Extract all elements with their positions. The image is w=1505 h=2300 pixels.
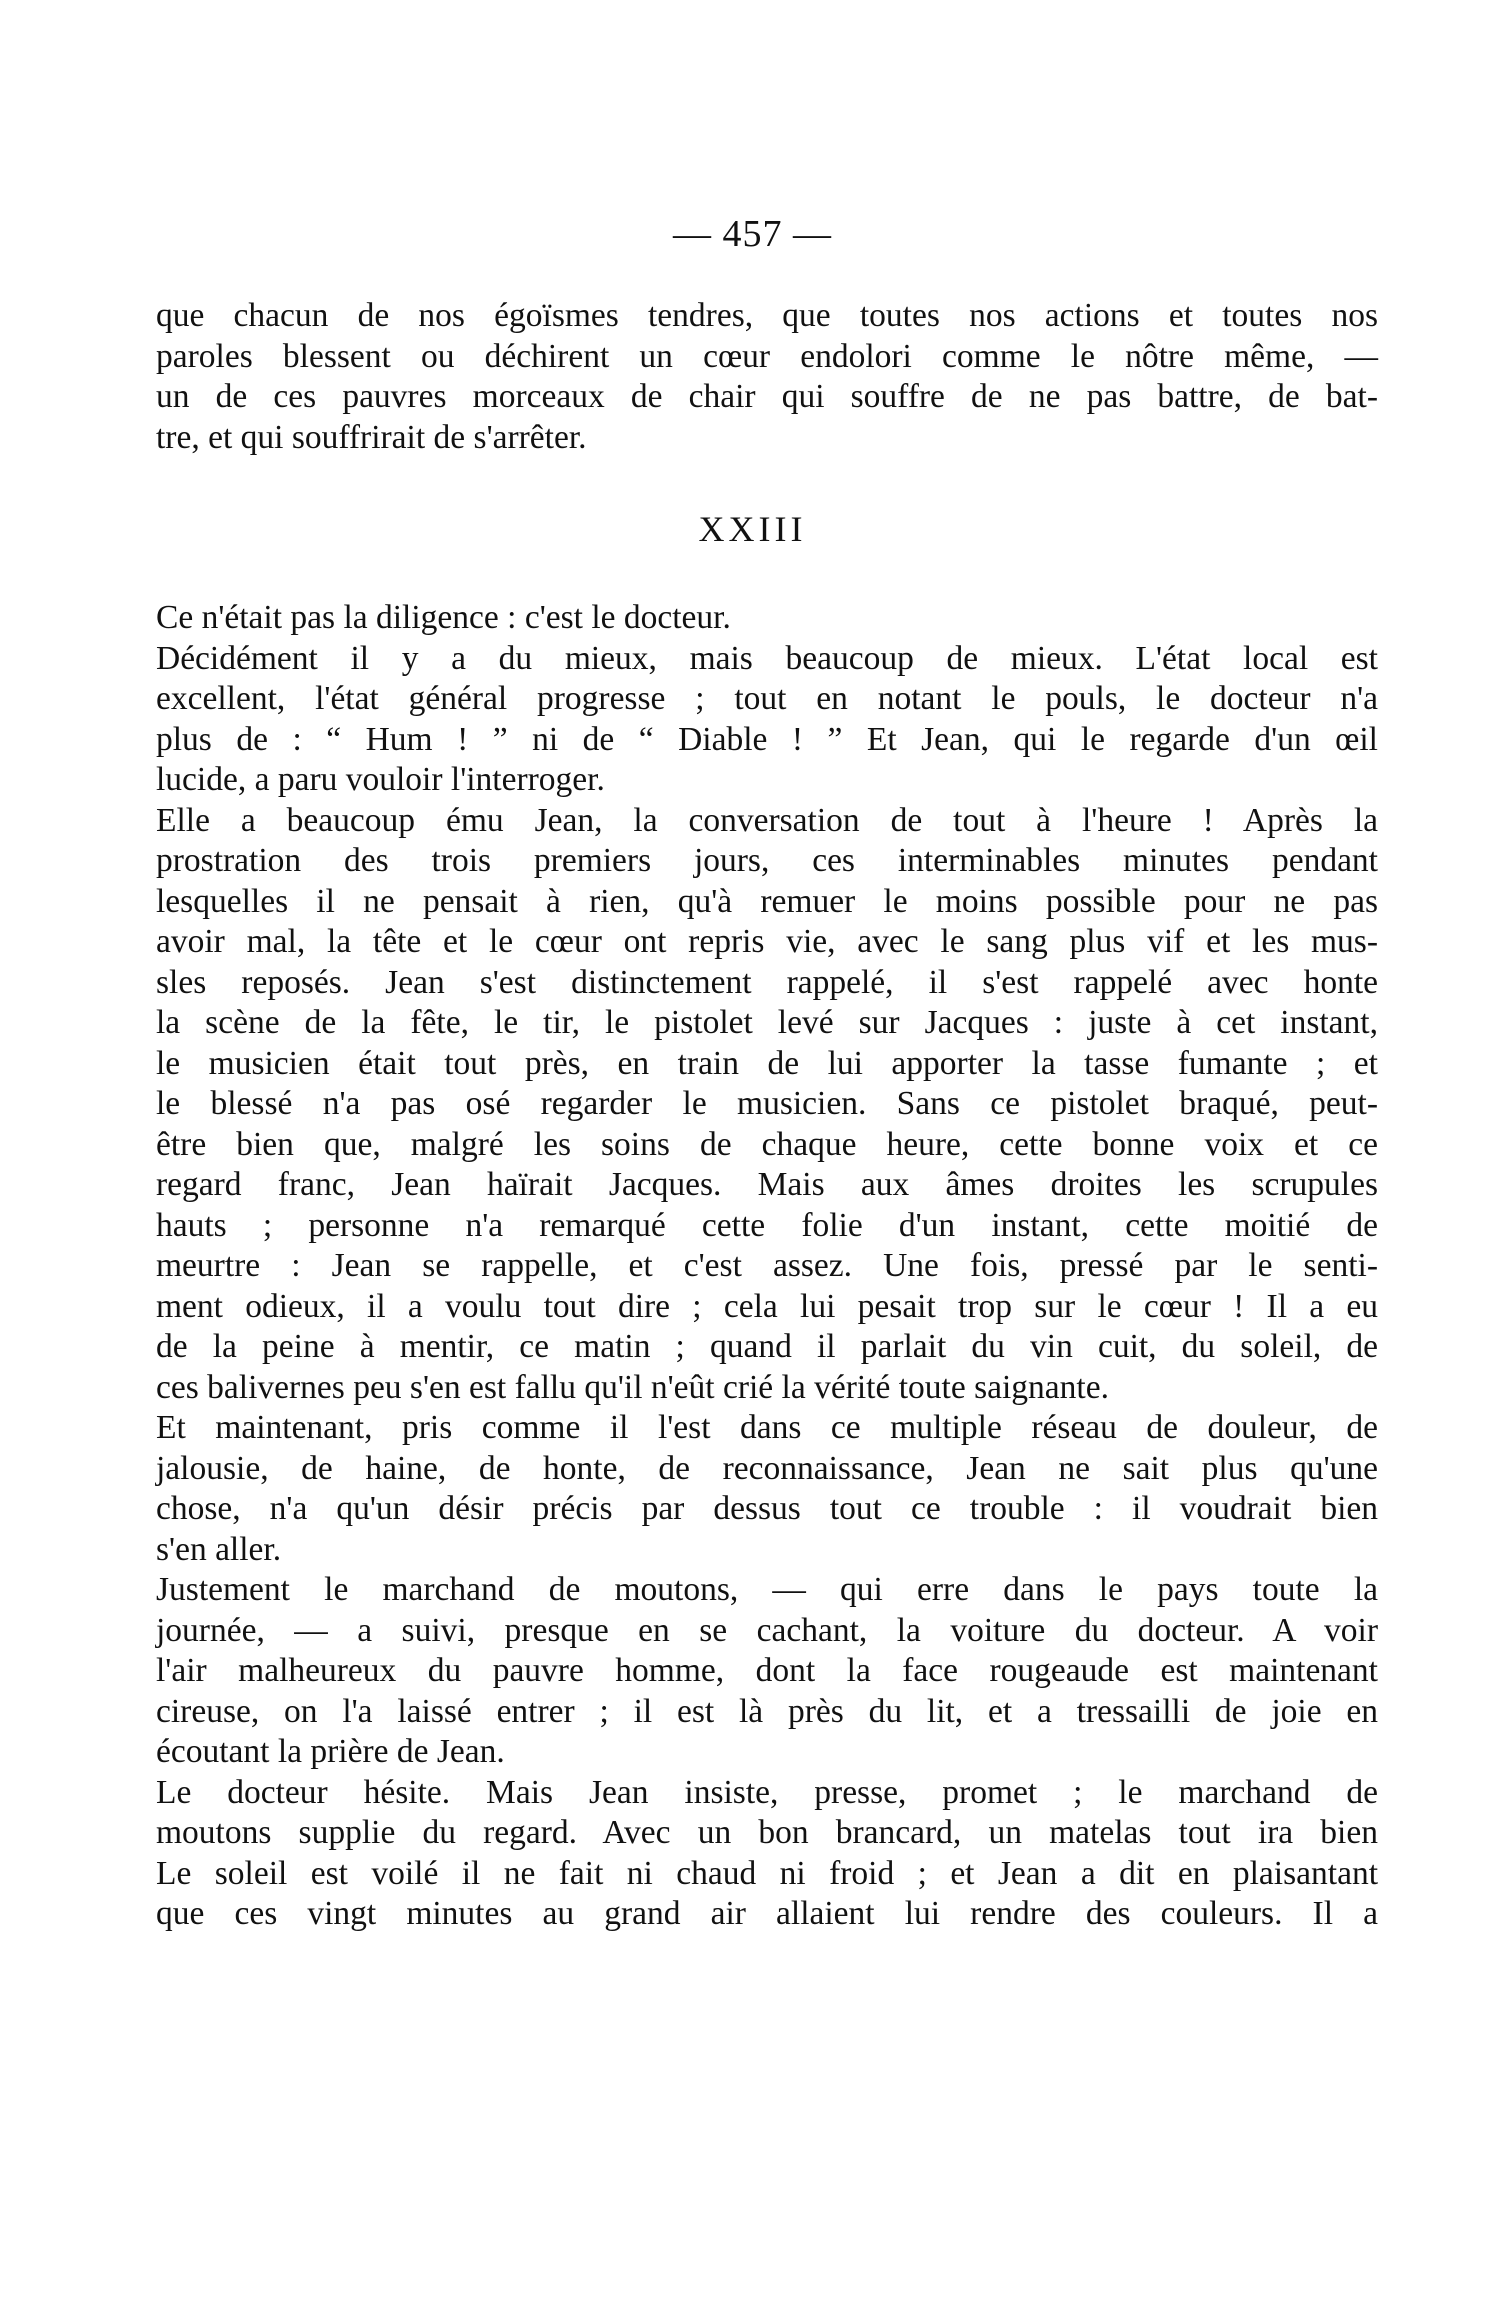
text-line: que chacun de nos égoïsmes tendres, que toutes nos actions et toutes nos	[156, 297, 1378, 334]
text-line: tre, et qui souffrirait de s'arrêter.	[156, 418, 587, 456]
text-line: Elle a beaucoup ému Jean, la conversation de tout à l'heure ! Après la	[156, 801, 1378, 839]
text-line: lucide, a paru vouloir l'interroger.	[156, 761, 605, 798]
text-line: moutons supplie du regard. Avec un bon brancard, un matelas tout ira bien	[156, 1814, 1378, 1851]
text-line: un de ces pauvres morceaux de chair qui souffre de ne pas battre, de bat-	[156, 378, 1378, 415]
text-line: chose, n'a qu'un désir précis par dessus tout ce trouble : il voudrait bien	[156, 1490, 1378, 1527]
text-line: s'en aller.	[156, 1530, 282, 1568]
text-line: l'air malheureux du pauvre homme, dont la face rougeaude est maintenant	[156, 1652, 1378, 1689]
text-line: paroles blessent ou déchirent un cœur endolori comme le nôtre même, —	[156, 337, 1378, 375]
text-line: sles reposés. Jean s'est distinctement rappelé, il s'est rappelé avec honte	[156, 963, 1378, 1001]
text-line: plus de : “ Hum ! ” ni de “ Diable ! ” Et Jean, qui le regarde d'un œil	[156, 720, 1378, 758]
text-line: que ces vingt minutes au grand air allaient lui rendre des couleurs. Il a	[156, 1895, 1378, 1932]
chapter-heading: XXIII	[698, 509, 807, 549]
text-line: le blessé n'a pas osé regarder le musicien. Sans ce pistolet braqué, peut-	[156, 1085, 1378, 1122]
text-line: ment odieux, il a voulu tout dire ; cela lui pesait trop sur le cœur ! Il a eu	[156, 1287, 1378, 1325]
text-line: Justement le marchand de moutons, — qui erre dans le pays toute la	[156, 1571, 1378, 1608]
text-line: avoir mal, la tête et le cœur ont repris vie, avec le sang plus vif et les mus-	[156, 923, 1378, 960]
text-line: jalousie, de haine, de honte, de reconnaissance, Jean ne sait plus qu'une	[156, 1449, 1378, 1487]
text-line: Le soleil est voilé il ne fait ni chaud ni froid ; et Jean a dit en plaisantant	[156, 1854, 1378, 1892]
text-line: regard franc, Jean haïrait Jacques. Mais aux âmes droites les scrupules	[156, 1166, 1378, 1203]
text-line: Ce n'était pas la diligence : c'est le docteur.	[156, 599, 731, 636]
text-line: prostration des trois premiers jours, ces interminables minutes pendant	[156, 842, 1378, 879]
text-line: journée, — a suivi, presque en se cachant, la voiture du docteur. A voir	[156, 1611, 1378, 1649]
chapter-body	[156, 598, 1378, 1935]
text-line: de la peine à mentir, ce matin ; quand il parlait du vin cuit, du soleil, de	[156, 1328, 1378, 1365]
text-line: ces balivernes peu s'en est fallu qu'il n'eût crié la vérité toute saignante.	[156, 1368, 1109, 1406]
text-line: le musicien était tout près, en train de lui apporter la tasse fumante ; et	[156, 1044, 1378, 1082]
text-line: cireuse, on l'a laissé entrer ; il est là près du lit, et a tressailli de joie en	[156, 1692, 1378, 1730]
page-number: — 457 —	[673, 213, 832, 255]
text-line: être bien que, malgré les soins de chaque heure, cette bonne voix et ce	[156, 1125, 1378, 1163]
text-line: meurtre : Jean se rappelle, et c'est assez. Une fois, pressé par le senti-	[156, 1247, 1378, 1284]
text-line: Décidément il y a du mieux, mais beaucoup de mieux. L'état local est	[156, 639, 1378, 677]
text-line: excellent, l'état général progresse ; tout en notant le pouls, le docteur n'a	[156, 680, 1378, 717]
text-line: lesquelles il ne pensait à rien, qu'à remuer le moins possible pour ne pas	[156, 882, 1378, 920]
text-line: Le docteur hésite. Mais Jean insiste, presse, promet ; le marchand de	[156, 1773, 1378, 1811]
text-line: écoutant la prière de Jean.	[156, 1733, 505, 1770]
continuation-paragraph	[156, 296, 1378, 458]
text-line: la scène de la fête, le tir, le pistolet levé sur Jacques : juste à cet instant,	[156, 1004, 1378, 1041]
text-line: hauts ; personne n'a remarqué cette folie d'un instant, cette moitié de	[156, 1206, 1378, 1244]
text-line: Et maintenant, pris comme il l'est dans ce multiple réseau de douleur, de	[156, 1409, 1378, 1446]
